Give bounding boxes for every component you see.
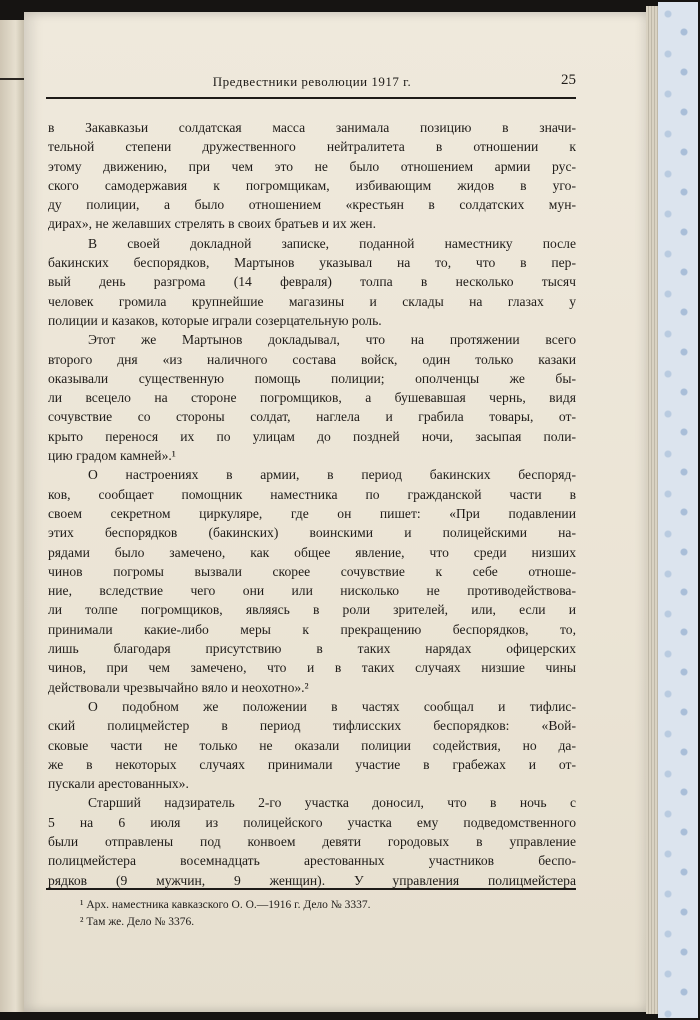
text-line: ский полицмейстер в период тифлисских беспорядков: «Вой- xyxy=(48,718,576,734)
text-line: бакинских беспорядков, Мартынов указывал на то, что в пер- xyxy=(48,255,576,271)
text-line: этому движению, при чем это не было отношением армии рус- xyxy=(48,158,576,174)
text-line: ского самодержавия к погромщикам, избивающим жидов в уго- xyxy=(48,177,576,193)
text-line: сочувствие со стороны солдат, наглела и грабила товары, от- xyxy=(48,409,576,425)
footnote: ² Там же. Дело № 3376. xyxy=(80,916,195,928)
footnotes xyxy=(80,897,560,931)
text-line: тельной степени дружественного нейтралитета в отношении к xyxy=(48,139,576,155)
text-line: чинов погромы вызвали скорее сочувствие к себе отноше- xyxy=(48,563,576,579)
text-line: были отправлены под конвоем девяти городовых в управление xyxy=(48,833,576,849)
text-line: принимали какие-либо меры к прекращению беспорядков, то, xyxy=(48,621,576,637)
body-text xyxy=(48,118,576,890)
page-number: 25 xyxy=(561,72,576,88)
text-line: Старший надзиратель 2-го участка доносил, что в ночь с xyxy=(88,795,576,811)
text-line: ков, сообщает помощник наместника по гражданской части в xyxy=(48,486,576,502)
text-line: Этот же Мартынов докладывал, что на протяжении всего xyxy=(88,332,576,348)
text-line: чинов, при чем замечено, что и в таких случаях низшие чины xyxy=(48,660,576,676)
text-line: же в некоторых случаях принимали участие в грабежах и от- xyxy=(48,756,576,772)
text-line: ду полиции, а было отношением «крестьян в солдатских мун- xyxy=(48,197,576,213)
text-line: цию градом камней».¹ xyxy=(48,448,176,464)
running-header-title: Предвестники революции 1917 г. xyxy=(212,74,412,89)
running-header xyxy=(48,72,576,94)
footnote-rule xyxy=(46,888,576,890)
text-line: этих беспорядков (бакинских) воинскими и полицейскими на- xyxy=(48,525,576,541)
text-line: вый день разгрома (14 февраля) толпа в несколько тысяч xyxy=(48,274,576,290)
text-line: ли всецело на стороне погромщиков, а бушевавшая чернь, видя xyxy=(48,390,576,406)
text-line: В своей докладной записке, поданной наместнику после xyxy=(88,235,576,251)
text-line: крыто перенося их по улицам до поздней ночи, засыпая поли- xyxy=(48,428,576,444)
text-line: человек громила крупнейшие магазины и склады на глазах у xyxy=(48,293,576,309)
text-line: лишь благодаря присутствию в таких нарядах офицерских xyxy=(48,641,576,657)
text-line: в Закавказьи солдатская масса занимала позицию в значи- xyxy=(48,120,576,135)
text-line: сковые части не только не оказали полиции содействия, но да- xyxy=(48,737,576,753)
header-rule xyxy=(46,97,576,99)
text-line: ние, вследствие чего они или нисколько не противодействова- xyxy=(48,583,576,599)
previous-page-rule xyxy=(0,78,26,80)
previous-page-edge xyxy=(0,20,26,1012)
text-line: 5 на 6 июля из полицейского участка ему подведомственного xyxy=(48,814,576,830)
text-line: О настроениях в армии, в период бакинских беспоряд- xyxy=(88,467,576,483)
text-line: пускали арестованных». xyxy=(48,776,189,792)
text-line: рядков (9 мужчин, 9 женщин). У управления полицмейстера xyxy=(48,872,576,888)
text-line: полиции и казаков, которые играли созерцательную роль. xyxy=(48,312,382,328)
text-line: полицмейстера восемнадцать арестованных участников беспо- xyxy=(48,853,576,869)
text-line: О подобном же положении в частях сообщал и тифлис- xyxy=(88,698,576,714)
text-line: второго дня «из наличного состава войск, один только казаки xyxy=(48,351,576,367)
text-line: рядами было замечено, как общее явление, что среди низших xyxy=(48,544,576,560)
text-line: дирах», не желавших стрелять в своих братьев и их жен. xyxy=(48,216,376,232)
footnote: ¹ Арх. наместника кавказского О. О.—1916 г. Дело № 3337. xyxy=(80,899,371,911)
text-line: ли толпе погромщиков, являясь в роли зрителей, или, если и xyxy=(48,602,576,618)
text-line: оказывали существенную помощь полиции; ополченцы же бы- xyxy=(48,370,576,386)
book-cover-pattern xyxy=(658,2,698,1018)
text-line: действовали чрезвычайно вяло и неохотно».² xyxy=(48,679,309,695)
text-line: своем секретном циркуляре, где он пишет: «При подавлении xyxy=(48,505,576,521)
